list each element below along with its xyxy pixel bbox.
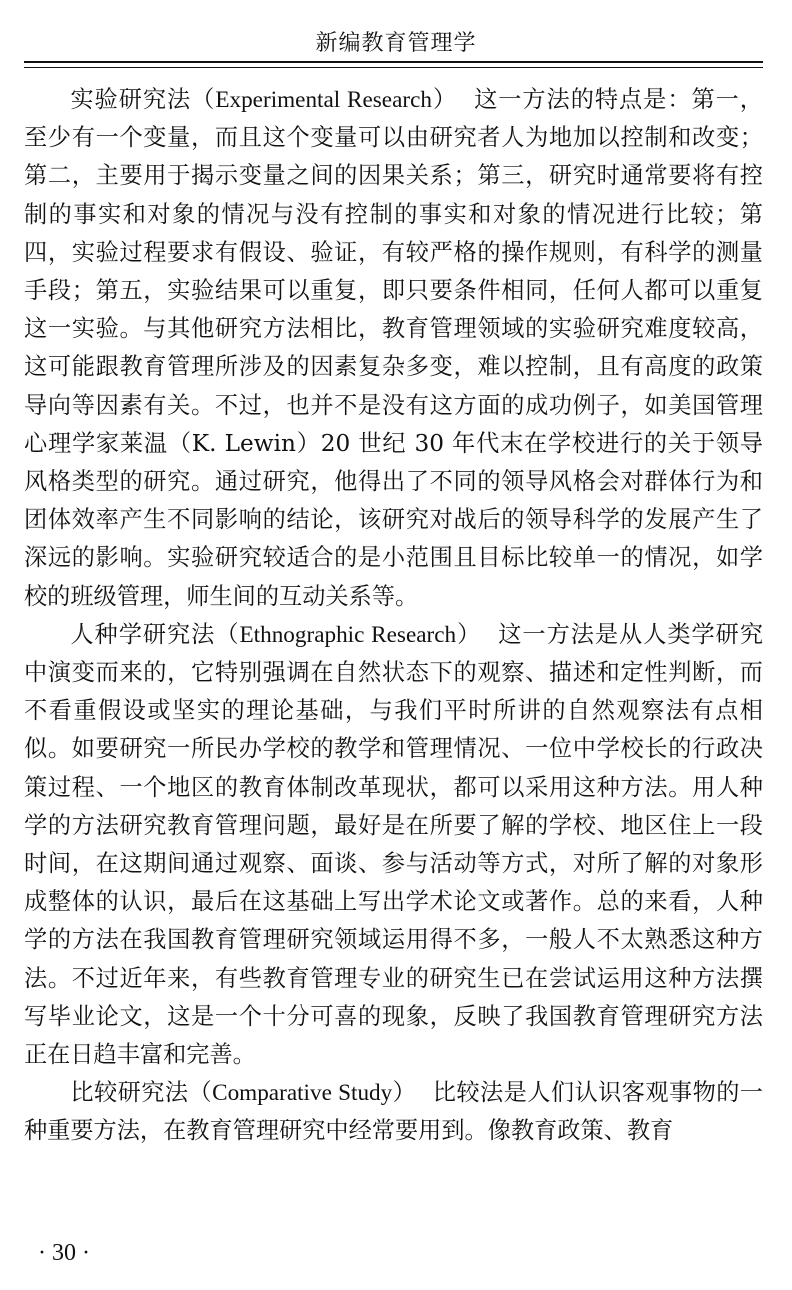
paragraph-experimental-research xyxy=(24,81,763,616)
body-text xyxy=(24,81,763,1151)
term-heading: 人种学研究法（Ethnographic Research） xyxy=(70,621,482,648)
term-heading: 比较研究法（Comparative Study） xyxy=(70,1080,417,1107)
paragraph-text: 比较法是人们认识客观事物的一种重要方法，在教育管理研究中经常要用到。像教育政策、教育 xyxy=(24,1079,763,1145)
running-header: 新编教育管理学 xyxy=(315,31,477,56)
term-heading: 实验研究法（Experimental Research） xyxy=(70,87,458,113)
header-rule-thin xyxy=(24,67,763,68)
paragraph-comparative-study xyxy=(24,1074,763,1150)
paragraph-ethnographic-research xyxy=(24,616,763,1074)
paragraph-text: 这一方法的特点是：第一，至少有一个变量，而且这个变量可以由研究者人为地加以控制和改变；第二，主要用于揭示变量之间的因果关系；第三，研究时通常要将有控制的事实和对象的情况与没有控制的事实和对象的情况进行比较；第四，实验过程要求有假设、验证，有较严格的操作规则，有科学的测量手段；第五，实验结果可以重复，即只要条件相同，任何人都可以重复这一实验。与其他研究方法相比，教育管理领域的实验研究难度较高，这可能跟教育管理所涉及的因素复杂多变，难以控制，且有高度的政策导向等因素有关。不过，也并不是没有这方面的成功例子，如美国管理心理学家莱温（K. Lewin）20 世纪 30 年代末在学校进行的关于领导风格类型的研究。通过研究，他得出了不同的领导风格会对群体行为和团体效率产生不同影响的结论，该研究对战后的领导科学的发展产生了深远的影响。实验研究较适合的是小范围且目标比较单一的情况，如学校的班级管理，师生间的互动关系等。 xyxy=(24,86,763,610)
paragraph-text: 这一方法是从人类学研究中演变而来的，它特别强调在自然状态下的观察、描述和定性判断，而不看重假设或坚实的理论基础，与我们平时所讲的自然观察法有点相似。如要研究一所民办学校的教学和管理情况、一位中学校长的行政决策过程、一个地区的教育体制改革现状，都可以采用这种方法。用人种学的方法研究教育管理问题，最好是在所要了解的学校、地区住上一段时间，在这期间通过观察、面谈、参与活动等方式，对所了解的对象形成整体的认识，最后在这基础上写出学术论文或著作。总的来看，人种学的方法在我国教育管理研究领域运用得不多，一般人不太熟悉这种方法。不过近年来，有些教育管理专业的研究生已在尝试运用这种方法撰写毕业论文，这是一个十分可喜的现象，反映了我国教育管理研究方法正在日趋丰富和完善。 xyxy=(24,620,764,1069)
page-number: · 30 · xyxy=(38,1240,90,1266)
header-rule-thick xyxy=(24,61,763,63)
